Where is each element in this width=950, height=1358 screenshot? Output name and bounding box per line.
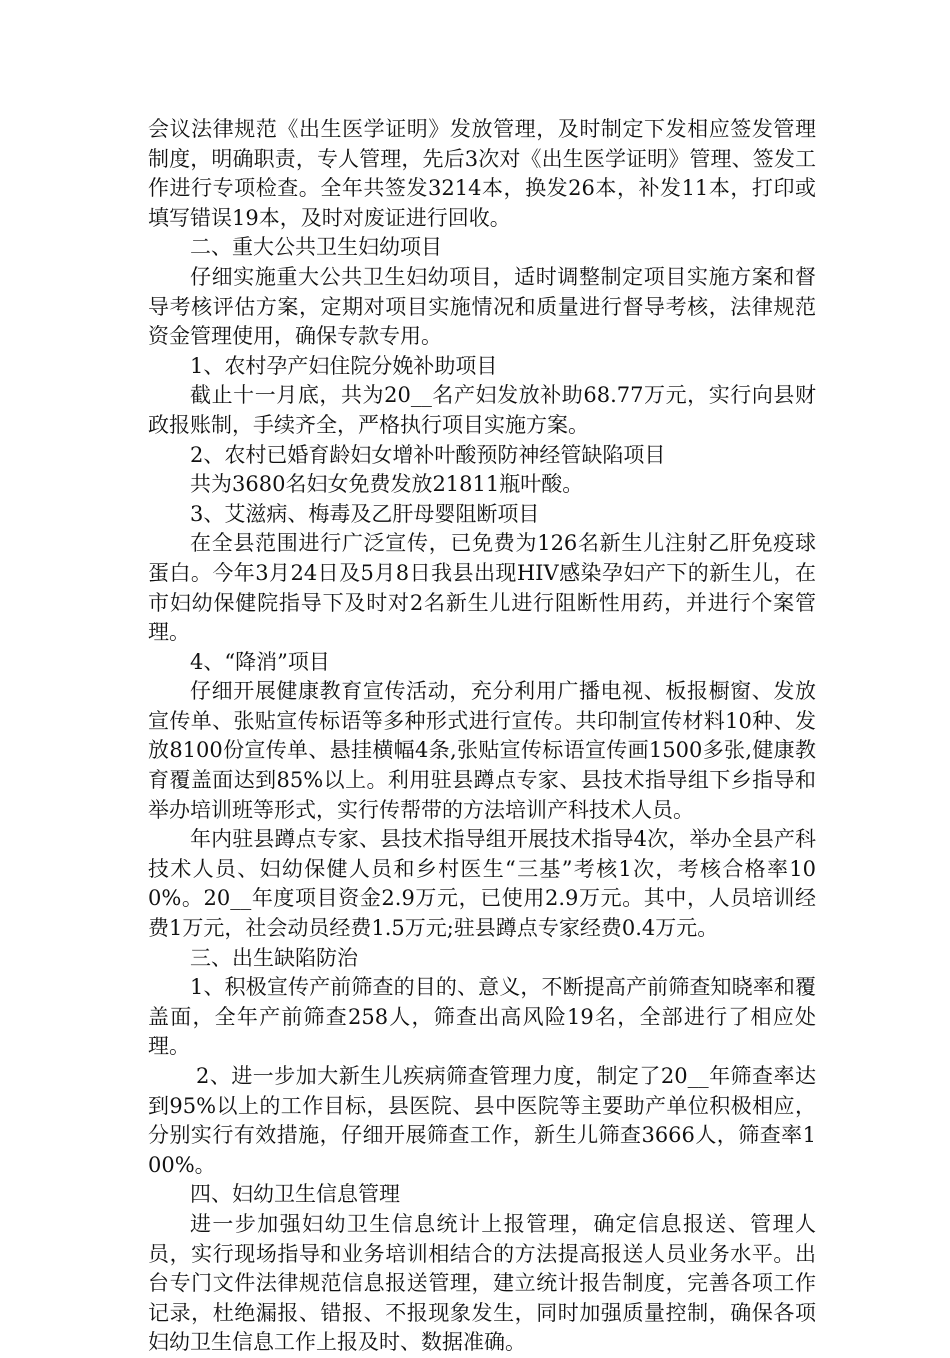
paragraph-technical-guidance: 年内驻县蹲点专家、县技术指导组开展技术指导4次，举办全县产科技术人员、妇幼保健人员和乡村医生“三基”考核1次，考核合格率100%。20__年度项目资金2.9万元，已使用2.9万元。其中，人员培训经费1万元，社会动员经费1.5万元;驻县蹲点专家经费0.4万元。 [148, 827, 816, 941]
paragraph-rural-delivery-subsidy: 截止十一月底，共为20__名产妇发放补助68.77万元，实行向县财政报账制，手续齐全，严格执行项目实施方案。 [148, 383, 816, 437]
subheading-folic-acid-project: 2、农村已婚育龄妇女增补叶酸预防神经管缺陷项目 [190, 442, 666, 467]
paragraph-information-management: 进一步加强妇幼卫生信息统计上报管理，确定信息报送、管理人员，实行现场指导和业务培训相结合的方法提高报送人员业务水平。出台专门文件法律规范信息报送管理，建立统计报告制度，完善各项工作记录，杜绝漏报、错报、不报现象发生，同时加强质量控制，确保各项妇幼卫生信息工作上报及时、数据准确。 [148, 1211, 816, 1355]
document-body [148, 115, 816, 1358]
subheading-jiangxiao-project: 4、“降消”项目 [190, 649, 330, 674]
subheading-mother-child-transmission: 3、艾滋病、梅毒及乙肝母婴阻断项目 [190, 501, 540, 526]
section-heading-information-management: 四、妇幼卫生信息管理 [190, 1182, 400, 1207]
paragraph-prenatal-screening: 1、积极宣传产前筛查的目的、意义，不断提高产前筛查知晓率和覆盖面，全年产前筛查258人，筛查出高风险19名，全部进行了相应处理。 [148, 975, 816, 1059]
paragraph-folic-acid-project: 共为3680名妇女免费发放21811瓶叶酸。 [190, 472, 584, 497]
paragraph-public-health-projects: 仔细实施重大公共卫生妇幼项目，适时调整制定项目实施方案和督导考核评估方案，定期对项目实施情况和质量进行督导考核，法律规范资金管理使用，确保专款专用。 [148, 264, 816, 349]
section-heading-public-health-projects: 二、重大公共卫生妇幼项目 [190, 235, 442, 260]
paragraph-newborn-screening: 2、进一步加大新生儿疾病筛查管理力度，制定了20__年筛查率达到95%以上的工作目标，县医院、县中医院等主要助产单位积极相应，分别实行有效措施，仔细开展筛查工作，新生儿筛查3666人，筛查率100%。 [148, 1064, 816, 1177]
paragraph-birth-certificate-management: 会议法律规范《出生医学证明》发放管理，及时制定下发相应签发管理制度，明确职责，专人管理，先后3次对《出生医学证明》管理、签发工作进行专项检查。全年共签发3214本，换发26本，补发11本，打印或填写错误19本，及时对废证进行回收。 [148, 117, 816, 230]
section-heading-birth-defects: 三、出生缺陷防治 [190, 945, 358, 970]
subheading-rural-delivery-subsidy: 1、农村孕产妇住院分娩补助项目 [190, 353, 498, 378]
paragraph-health-education: 仔细开展健康教育宣传活动，充分利用广播电视、板报橱窗、发放宣传单、张贴宣传标语等多种形式进行宣传。共印制宣传材料10种、发放8100份宣传单、悬挂横幅4条,张贴宣传标语宣传画1500多张,健康教育覆盖面达到85%以上。利用驻县蹲点专家、县技术指导组下乡指导和举办培训班等形式，实行传帮带的方法培训产科技术人员。 [148, 679, 816, 822]
paragraph-mother-child-transmission: 在全县范围进行广泛宣传，已免费为126名新生儿注射乙肝免疫球蛋白。今年3月24日及5月8日我县出现HIV感染孕妇产下的新生儿，在市妇幼保健院指导下及时对2名新生儿进行阻断性用药，并进行个案管理。 [148, 531, 816, 645]
